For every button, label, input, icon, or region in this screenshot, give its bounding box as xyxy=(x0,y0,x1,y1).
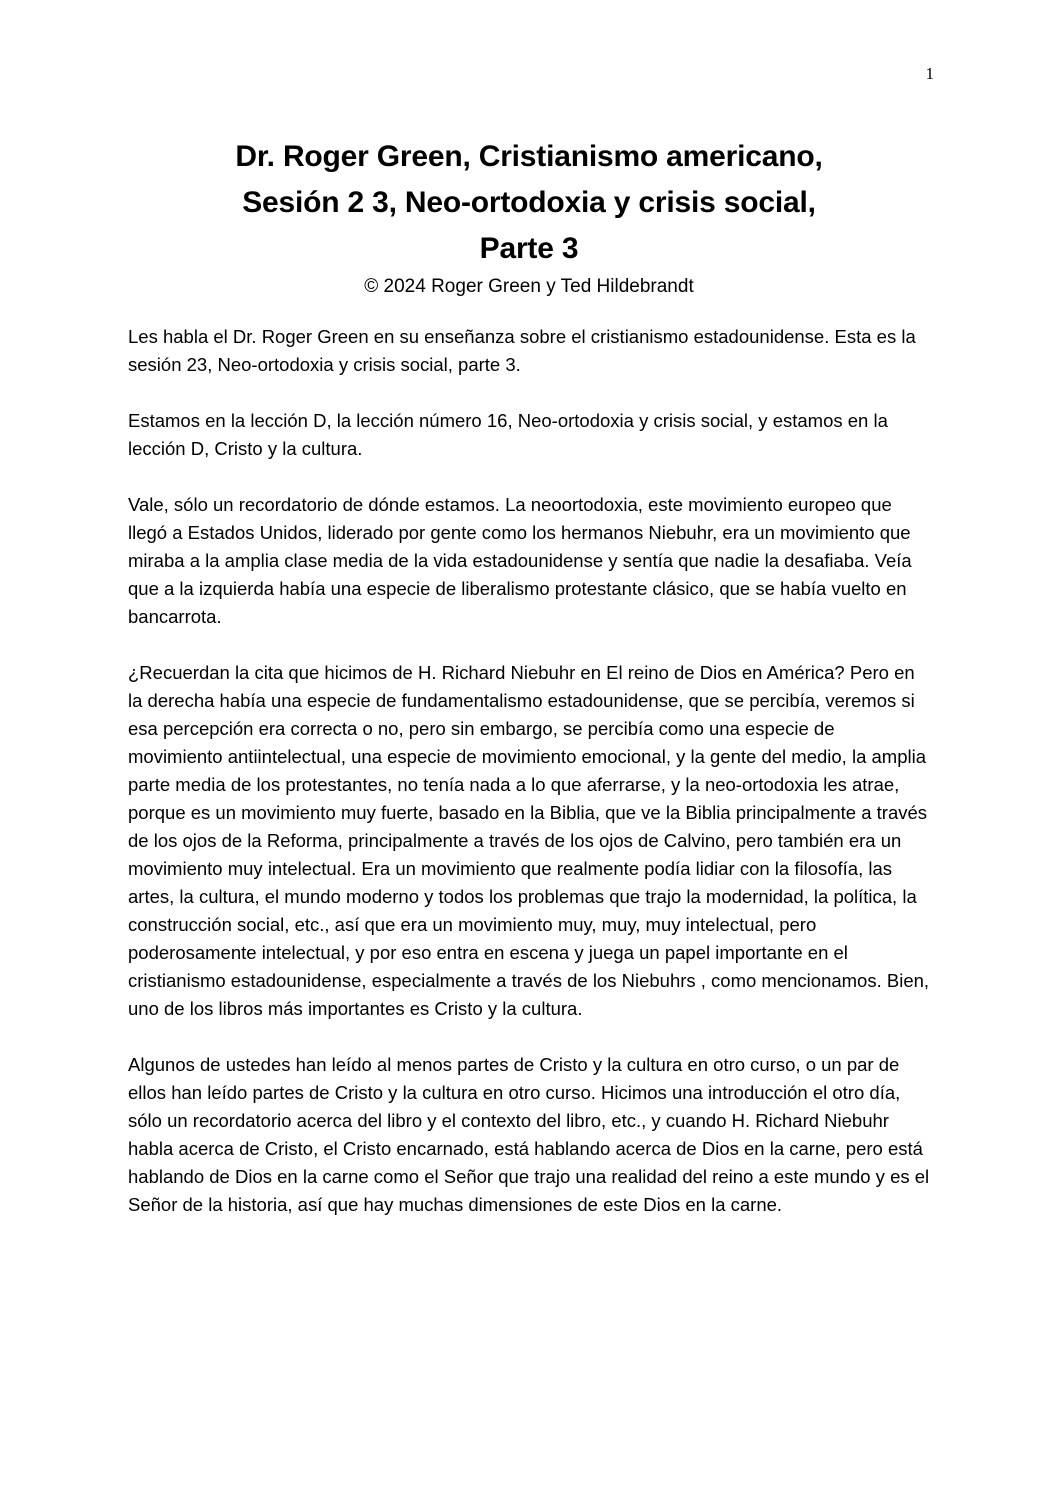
paragraph: ¿Recuerdan la cita que hicimos de H. Richard Niebuhr en El reino de Dios en América? Pero en la derecha había una especie de fundamentalismo estadounidense, que se percibía, veremos si esa percepción era correcta o no, pero sin embargo, se percibía como una especie de movimiento antiintelectual, una especie de movimiento emocional, y la gente del medio, la amplia parte media de los protestantes, no tenía nada a lo que aferrarse, y la neo-ortodoxia les atrae, porque es un movimiento muy fuerte, basado en la Biblia, que ve la Biblia principalmente a través de los ojos de la Reforma, principalmente a través de los ojos de Calvino, pero también era un movimiento muy intelectual. Era un movimiento que realmente podía lidiar con la filosofía, las artes, la cultura, el mundo moderno y todos los problemas que trajo la modernidad, la política, la construcción social, etc., así que era un movimiento muy, muy, muy intelectual, pero poderosamente intelectual, y por eso entra en escena y juega un papel importante en el cristianismo estadounidense, especialmente a través de los Niebuhrs , como mencionamos. Bien, uno de los libros más importantes es Cristo y la cultura. xyxy=(128,662,930,1019)
paragraph: Vale, sólo un recordatorio de dónde estamos. La neoortodoxia, este movimiento europeo que llegó a Estados Unidos, liderado por gente como los hermanos Niebuhr, era un movimiento que miraba a la amplia clase media de la vida estadounidense y sentía que nadie la desafiaba. Veía que a la izquierda había una especie de liberalismo protestante clásico, que se había vuelto en bancarrota. xyxy=(128,494,912,627)
copyright-notice: © 2024 Roger Green y Ted Hildebrandt xyxy=(364,276,694,297)
page-number: 1 xyxy=(925,64,934,83)
paragraph: Estamos en la lección D, la lección número 16, Neo-ortodoxia y crisis social, y estamos en la lección D, Cristo y la cultura. xyxy=(128,410,888,459)
paragraph: Les habla el Dr. Roger Green en su enseñanza sobre el cristianismo estadounidense. Esta es la sesión 23, Neo-ortodoxia y crisis social, parte 3. xyxy=(128,326,916,375)
document-title-line-3: Parte 3 xyxy=(479,232,579,265)
document-header xyxy=(0,134,1058,300)
document-title-line-1: Dr. Roger Green, Cristianismo americano, xyxy=(235,140,823,173)
document-title-line-2: Sesión 2 3, Neo-ortodoxia y crisis social, xyxy=(242,186,816,219)
paragraph: Algunos de ustedes han leído al menos partes de Cristo y la cultura en otro curso, o un par de ellos han leído partes de Cristo y la cultura en otro curso. Hicimos una introducción el otro día, sólo un recordatorio acerca del libro y el contexto del libro, etc., y cuando H. Richard Niebuhr habla acerca de Cristo, el Cristo encarnado, está hablando acerca de Dios en la carne, pero está hablando de Dios en la carne como el Señor que trajo una realidad del reino a este mundo y es el Señor de la historia, así que hay muchas dimensiones de este Dios en la carne. xyxy=(128,1054,930,1215)
document-body xyxy=(128,323,934,1247)
